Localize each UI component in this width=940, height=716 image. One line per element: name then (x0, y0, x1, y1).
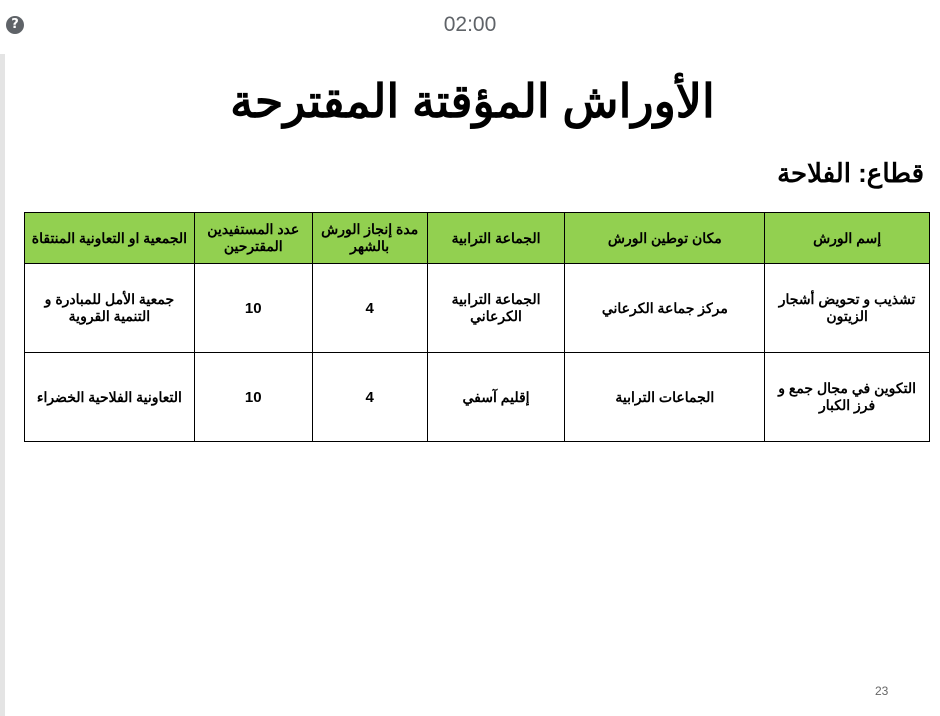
header-association: الجمعية او التعاونية المنتقاة (25, 213, 195, 264)
workshops-table (24, 212, 930, 442)
table-header-row (25, 213, 930, 264)
cell-municipality: الجماعة الترابية الكرعاني (427, 264, 565, 353)
slide-number: 23 (875, 684, 889, 698)
header-workshop-location: مكان توطين الورش (565, 213, 765, 264)
cell-association: التعاونية الفلاحية الخضراء (25, 353, 195, 442)
cell-association: جمعية الأمل للمبادرة و التنمية القروية (25, 264, 195, 353)
header-duration-months: مدة إنجاز الورش بالشهر (312, 213, 427, 264)
table-row (25, 264, 930, 353)
cell-duration: 4 (312, 353, 427, 442)
help-icon[interactable]: ? (6, 16, 24, 34)
slide (5, 54, 940, 716)
cell-beneficiaries: 10 (194, 353, 312, 442)
cell-location: الجماعات الترابية (565, 353, 765, 442)
cell-workshop-name: تشذيب و تحويض أشجار الزيتون (765, 264, 930, 353)
header-municipality: الجماعة الترابية (427, 213, 565, 264)
cell-beneficiaries: 10 (194, 264, 312, 353)
slide-title: الأوراش المؤقتة المقترحة (230, 75, 715, 127)
header-beneficiaries: عدد المستفيدين المقترحين (194, 213, 312, 264)
sector-heading: قطاع: الفلاحة (777, 158, 924, 188)
top-toolbar (0, 0, 940, 54)
table-row (25, 353, 930, 442)
cell-workshop-name: التكوين في مجال جمع و فرز الكبار (765, 353, 930, 442)
cell-duration: 4 (312, 264, 427, 353)
cell-municipality: إقليم آسفي (427, 353, 565, 442)
timer: 02:00 (443, 13, 497, 36)
header-workshop-name: إسم الورش (765, 213, 930, 264)
cell-location: مركز جماعة الكرعاني (565, 264, 765, 353)
